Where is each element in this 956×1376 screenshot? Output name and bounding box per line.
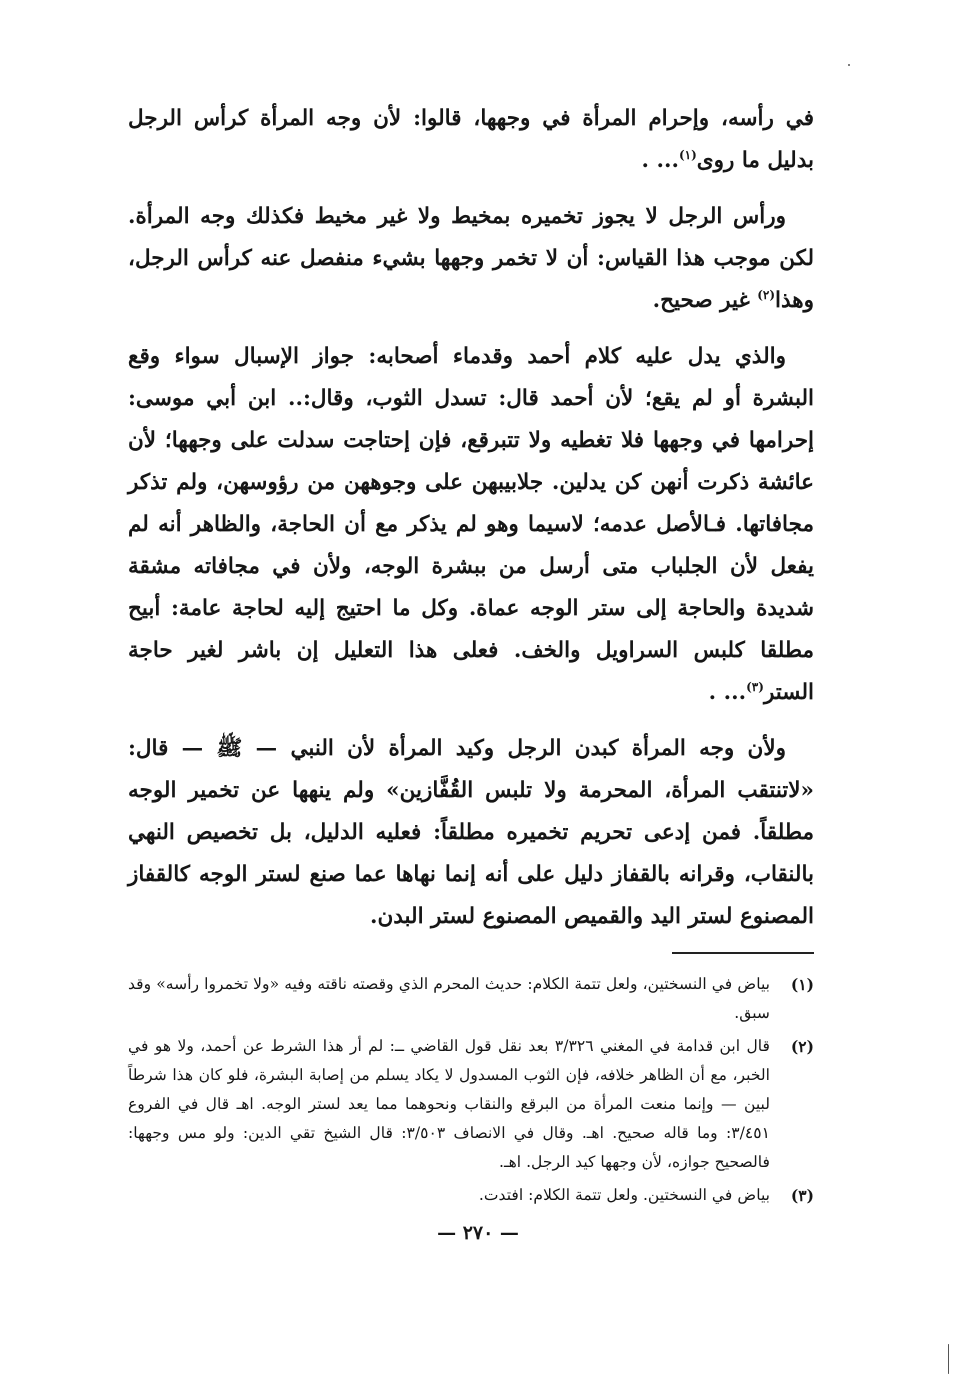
paragraph-3	[128, 336, 814, 714]
paragraph-text: ورأس الرجل لا يجوز تخميره بمخيط ولا غير مخيط فكذلك وجه المرأة. لكن موجب هذا القياس: أن لا تخمر وجهها بشيء منفصل عنه كرأس الرجل، وهذا	[128, 204, 814, 313]
footnote-text: قال ابن قدامة في المغني ٣/٣٢٦ بعد نقل قول القاضي ــ: لم أر هذا الشرط عن أحمد، ولا هو في الخبر، مع أن الظاهر خلافه، فإن الثوب المسدول لا يكاد يسلم من إصابة البشرة، فلو كان هذا شرطاً لبين — وإنما منعت المرأة من البرقع والنقاب ونحوهما مما يعد لستر الوجه. اهـ قال في الفروع ٣/٤٥١: وما قاله صحيح. اهـ. وقال في الانصاف ٣/٥٠٣: قال الشيخ تقي الدين: ولو مس وجهها: فالصحيح جوازه، لأن وجهها كيد الرجل. اهـ.	[128, 1037, 770, 1171]
footnote-number: (١)	[790, 975, 814, 994]
footnote-ref-3[interactable]: (٣)	[746, 679, 764, 694]
footnote-separator	[672, 952, 814, 954]
paragraph-1	[128, 98, 814, 182]
paragraph-text: في رأسه، وإحرام المرأة في وجهها، قالوا: لأن وجه المرأة كرأس الرجل بدليل ما روى	[128, 106, 814, 173]
paragraph-tail: غير صحيح.	[652, 288, 758, 313]
paragraph-2	[128, 196, 814, 322]
footnote-number: (٣)	[790, 1186, 814, 1205]
footnote-item	[128, 970, 814, 1028]
paragraph-tail: ... .	[641, 148, 679, 173]
footnote-ref-2[interactable]: (٢)	[757, 287, 776, 302]
footnotes	[128, 970, 814, 1210]
scan-speck	[848, 64, 850, 66]
footnote-item	[128, 1181, 814, 1210]
footnote-item	[128, 1032, 814, 1177]
scan-edge-mark	[948, 1344, 949, 1374]
paragraph-text: والذي يدل عليه كلام أحمد وقدماء أصحابه: جواز الإسبال سواء وقع البشرة أو لم يقع؛ لأن أحمد قال: تسدل الثوب، وقال:.. ابن أبي موسى: إحرامها في وجهها فلا تغطيه ولا تتبرقع، فإن إحتاجت سدلت على وجهها؛ لأن عائشة ذكرت أنهن كن يدلين. جلابيبهن على وجوههن من رؤوسهن، ولم تذكر مجافاتها. فـالأصل عدمه؛ لاسيما وهو لم يذكر مع أن الحاجة، والظاهر أنه لم يفعل لأن الجلباب متى أرسل من ببشرة الوجه، ولأن في مجافاته مشقة شديدة والحاجة إلى ستر الوجه عماة. وكل ما احتيج إليه لحاجة عامة: أبيح مطلقا كلبس السراويل والخف. فعلى هذا التعليل إن باشر لغير حاجة الستر	[128, 344, 814, 705]
paragraph-tail: ... .	[708, 680, 747, 705]
paragraph-text: ولأن وجه المرأة كبدن الرجل وكيد المرأة لأن النبي — ﷺ — قال: «لاتنتقب المرأة، المحرمة ولا تلبس القُفَّازين» ولم ينهها عن تخمير الوجه مطلقاً. فمن إدعى تحريم تخميره مطلقاً: فعليه الدليل، بل تخصيص النهي بالنقاب، وقرانه بالقفاز دليل على أنه إنما نهاها عما صنع لستر الوجه كالقفاز المصنوع لستر اليد والقميص المصنوع لستر البدن.	[128, 736, 814, 929]
footnote-text: بياض في النسختين، ولعل تتمة الكلام: حديث المحرم الذي وقصته ناقته وفيه «ولا تخمروا رأسه» وقد سبق.	[128, 975, 770, 1022]
footnote-number: (٢)	[790, 1037, 814, 1056]
page-number: — ٢٧٠ —	[437, 1222, 519, 1244]
paragraph-4	[128, 728, 814, 938]
footnote-ref-1[interactable]: (١)	[678, 147, 697, 162]
footnote-text: بياض في النسختين. ولعل تتمة الكلام: افتدت.	[478, 1186, 770, 1204]
page-body	[128, 98, 814, 1214]
